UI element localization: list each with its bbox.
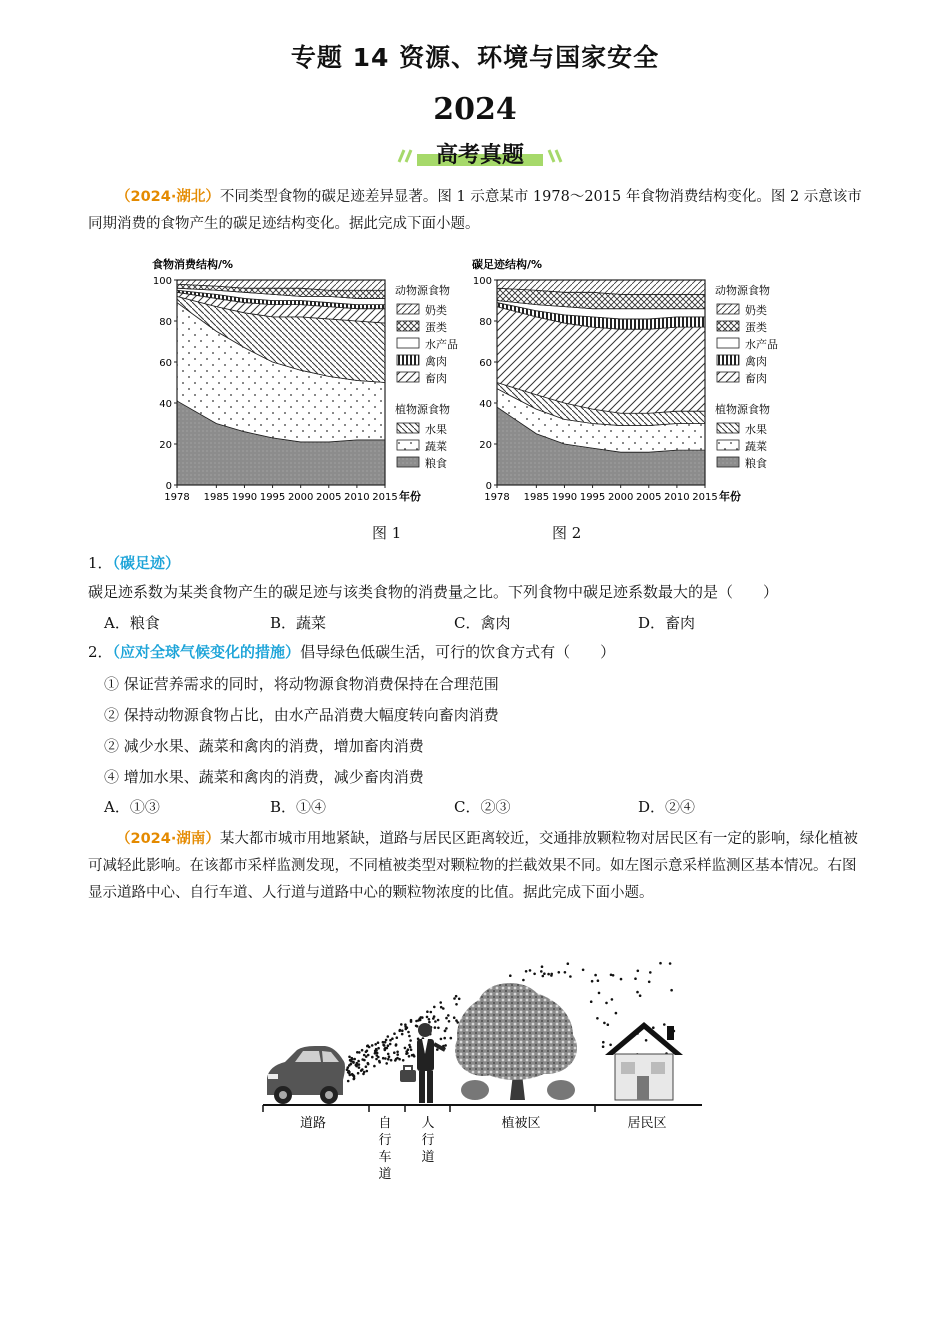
particle <box>409 1039 412 1042</box>
x-tick-label: 2005 <box>636 492 662 503</box>
particle <box>426 1016 429 1019</box>
chart-ylabel: 食物消费结构/% <box>152 258 234 271</box>
particle <box>395 1044 398 1047</box>
particle <box>401 1033 404 1036</box>
statement-1: ① 保证营养需求的同时，将动物源食物消费保持在合理范围 <box>104 675 499 693</box>
house-icon <box>605 1022 683 1100</box>
legend-swatch <box>397 355 419 365</box>
x-tick-label: 1995 <box>259 492 286 503</box>
particle <box>550 974 553 977</box>
year-heading: 2024 <box>433 92 517 127</box>
topic-tag: （应对全球气候变化的措施） <box>112 643 301 661</box>
particle <box>639 994 642 997</box>
legend-swatch <box>397 440 419 450</box>
particle <box>418 1017 421 1020</box>
particle <box>558 971 561 974</box>
y-tick-label: 100 <box>152 276 172 287</box>
particle <box>363 1071 366 1074</box>
particle <box>361 1068 364 1071</box>
particle <box>361 1049 364 1052</box>
particle <box>445 1027 448 1030</box>
x-tick-label: 1985 <box>523 492 550 503</box>
particle <box>522 979 525 982</box>
intro-paragraph-2 <box>88 826 866 907</box>
source-tag: （2024·湖北） <box>116 189 220 205</box>
particle <box>649 971 652 974</box>
particle <box>426 1010 429 1013</box>
topic-tag: （碳足迹） <box>112 554 181 572</box>
x-tick-label: 2015 <box>372 492 398 503</box>
particle <box>607 1023 610 1026</box>
intro-paragraph-1 <box>88 184 866 238</box>
particle <box>434 1026 437 1029</box>
zone-char: 行 <box>378 1133 392 1148</box>
particle <box>398 1030 401 1033</box>
legend-swatch <box>397 423 419 433</box>
particle <box>396 1051 399 1054</box>
particle <box>455 995 458 998</box>
particle <box>348 1056 351 1059</box>
x-tick-label: 2010 <box>344 492 370 503</box>
particle <box>455 1019 458 1022</box>
x-tick-label: 1978 <box>164 492 190 503</box>
particle <box>387 1053 390 1056</box>
particle <box>458 998 461 1001</box>
legend-title-animal: 动物源食物 <box>715 284 770 297</box>
question-text: 倡导绿色低碳生活，可行的饮食方式有（ ） <box>300 643 616 661</box>
particle <box>612 974 615 977</box>
legend-label: 蛋类 <box>425 321 447 334</box>
particle <box>529 969 532 972</box>
particle <box>444 1030 447 1033</box>
chart-carbon-footprint <box>470 254 800 506</box>
particle <box>670 989 673 992</box>
legend-swatch <box>397 338 419 348</box>
particle <box>415 1025 418 1028</box>
intro-text: 某大都市城市用地紧缺，道路与居民区距离较近，交通排放颗粒物对居民区有一定的影响，绿化植被可减轻此影响。在该都市采样监测发现，不同植被类型对颗粒物的拦截效果不同。如左图示意采样监测区基本情况。右图显示道路中心、自行车道、人行道与道路中心的颗粒物浓度的比值。据此完成下面小题。 <box>88 831 858 901</box>
particle <box>373 1065 376 1068</box>
sampling-diagram <box>255 950 705 1190</box>
particle <box>404 1047 407 1050</box>
particle <box>611 998 614 1001</box>
particle <box>413 1055 416 1058</box>
legend-swatch <box>717 338 739 348</box>
particle <box>382 1057 385 1060</box>
particle <box>421 1016 424 1019</box>
legend-label: 蛋类 <box>745 321 767 334</box>
particle <box>652 1026 655 1029</box>
particle <box>358 1063 361 1066</box>
chart-xlabel: 年份 <box>719 490 741 503</box>
particle <box>447 1014 450 1017</box>
y-tick-label: 0 <box>165 481 172 492</box>
particle <box>542 975 545 978</box>
particle <box>439 1001 442 1004</box>
particle <box>440 1006 443 1009</box>
particle <box>598 992 601 995</box>
zone-sidewalk <box>421 1116 434 1165</box>
zone-char: 自 <box>378 1116 392 1131</box>
particle <box>387 1044 390 1047</box>
option-a[interactable]: A．粮食 <box>104 614 160 632</box>
pedestrian-icon <box>400 1023 445 1103</box>
particle <box>375 1058 378 1061</box>
particle <box>406 1026 409 1029</box>
particle <box>374 1043 377 1046</box>
statement-2: ② 保持动物源食物占比，由水产品消费大幅度转向畜肉消费 <box>104 706 499 724</box>
particle <box>382 1041 385 1044</box>
particle <box>669 962 672 965</box>
legend-label: 畜肉 <box>425 372 447 385</box>
particle <box>389 1043 392 1046</box>
statement-4: ④ 增加水果、蔬菜和禽肉的消费，减少畜肉消费 <box>104 768 424 786</box>
particle <box>605 1002 608 1005</box>
zone-bike-lane <box>378 1116 391 1182</box>
particle <box>371 1056 374 1059</box>
particle <box>407 1031 410 1034</box>
particle <box>377 1056 380 1059</box>
question-2 <box>88 638 866 667</box>
legend-swatch <box>397 321 419 331</box>
particle <box>634 977 637 980</box>
particle <box>347 1080 350 1083</box>
particle <box>533 973 536 976</box>
particle <box>541 965 544 968</box>
chart-ylabel: 碳足迹结构/% <box>472 258 543 271</box>
question-1-options <box>104 612 844 634</box>
particle <box>363 1059 366 1062</box>
legend-title-animal: 动物源食物 <box>395 284 450 297</box>
x-tick-label: 2010 <box>664 492 690 503</box>
particle <box>357 1060 360 1063</box>
particle <box>582 969 585 972</box>
particle <box>371 1044 374 1047</box>
legend-swatch <box>717 304 739 314</box>
y-tick-label: 80 <box>479 317 492 328</box>
particle <box>401 1029 404 1032</box>
particle <box>350 1063 353 1066</box>
legend-swatch <box>717 372 739 382</box>
particle <box>384 1047 387 1050</box>
y-tick-label: 80 <box>159 317 172 328</box>
particle <box>453 1016 456 1019</box>
particle <box>443 1037 446 1040</box>
particle <box>615 1012 618 1015</box>
particle <box>378 1061 381 1064</box>
legend-label: 奶类 <box>425 304 447 317</box>
particle <box>432 1017 435 1020</box>
chart-xlabel: 年份 <box>399 490 421 503</box>
particle <box>620 978 623 981</box>
particle <box>358 1066 361 1069</box>
particle <box>391 1037 394 1040</box>
particle <box>376 1052 379 1055</box>
particle <box>405 1052 408 1055</box>
option-c[interactable]: C．禽肉 <box>454 614 511 632</box>
question-2-options <box>104 796 844 818</box>
particle <box>353 1078 356 1081</box>
particle <box>387 1035 390 1038</box>
particle <box>659 962 662 965</box>
particle <box>387 1058 390 1061</box>
option-c[interactable]: C．②③ <box>454 798 511 816</box>
particle <box>410 1049 413 1052</box>
particle <box>590 1000 593 1003</box>
y-tick-label: 60 <box>159 358 172 369</box>
particle <box>408 1044 411 1047</box>
legend-swatch <box>397 457 419 467</box>
particle <box>377 1041 380 1044</box>
badge-text: 高考真题 <box>435 143 524 168</box>
particle <box>405 1050 408 1053</box>
zone-road: 道路 <box>299 1116 327 1131</box>
particle <box>436 1048 439 1051</box>
legend-title-plant: 植物源食物 <box>395 403 450 416</box>
particle <box>636 991 639 994</box>
particle <box>609 1044 612 1047</box>
legend-swatch <box>717 440 739 450</box>
particle <box>448 1020 451 1023</box>
particle <box>408 1035 411 1038</box>
zone-vegetation: 植被区 <box>501 1116 541 1131</box>
particle <box>564 971 567 974</box>
particle <box>596 1017 599 1020</box>
y-tick-label: 0 <box>485 481 492 492</box>
y-tick-label: 100 <box>472 276 492 287</box>
zone-char: 道 <box>378 1167 392 1182</box>
question-1 <box>88 549 866 607</box>
question-text: 碳足迹系数为某类食物产生的碳足迹与该类食物的消费量之比。下列食物中碳足迹系数最大的是（ ） <box>88 583 779 601</box>
particle <box>444 1044 447 1047</box>
zone-char: 人 <box>421 1116 435 1131</box>
particle <box>382 1044 385 1047</box>
particle <box>594 974 597 977</box>
question-number: 2． <box>88 643 113 661</box>
particle <box>365 1051 368 1054</box>
particle <box>377 1047 380 1050</box>
x-tick-label: 2005 <box>316 492 342 503</box>
particle <box>445 1017 448 1020</box>
figure-2-caption: 图 2 <box>552 524 582 542</box>
x-tick-label: 1990 <box>231 492 258 503</box>
particle <box>428 1018 431 1021</box>
x-tick-label: 1985 <box>203 492 230 503</box>
particle <box>352 1074 355 1077</box>
particle <box>390 1059 393 1062</box>
option-b[interactable]: B．蔬菜 <box>270 614 327 632</box>
particle <box>366 1070 369 1073</box>
particle <box>353 1058 356 1061</box>
legend-label: 粮食 <box>425 457 447 470</box>
particle <box>352 1061 355 1064</box>
statement-3: ② 减少水果、蔬菜和禽肉的消费，增加畜肉消费 <box>104 737 424 755</box>
legend-label: 奶类 <box>745 304 767 317</box>
y-tick-label: 20 <box>159 440 172 451</box>
particle <box>433 1006 436 1009</box>
particle <box>543 972 546 975</box>
particle <box>347 1066 350 1069</box>
car-icon <box>267 1046 345 1104</box>
legend-swatch <box>397 304 419 314</box>
particle <box>374 1052 377 1055</box>
particle <box>385 1062 388 1065</box>
particle <box>437 1027 440 1030</box>
particle <box>603 1022 606 1025</box>
x-tick-label: 1990 <box>551 492 578 503</box>
particle <box>402 1059 405 1062</box>
particle <box>602 1041 605 1044</box>
particle <box>569 975 572 978</box>
legend-swatch <box>397 372 419 382</box>
legend-swatch <box>717 457 739 467</box>
legend-title-plant: 植物源食物 <box>715 403 770 416</box>
option-b[interactable]: B．①④ <box>270 798 327 816</box>
legend-label: 蔬菜 <box>745 440 767 453</box>
legend-swatch <box>717 423 739 433</box>
particle <box>440 1038 443 1041</box>
particle <box>434 1020 437 1023</box>
particle <box>428 1021 431 1024</box>
x-tick-label: 2000 <box>607 492 634 503</box>
particle <box>525 970 528 973</box>
particle <box>367 1063 370 1066</box>
legend-label: 水产品 <box>745 338 778 351</box>
particle <box>348 1071 351 1074</box>
chart-food-consumption <box>150 254 480 506</box>
legend-label: 畜肉 <box>745 372 767 385</box>
particle <box>509 974 512 977</box>
zone-char: 车 <box>378 1150 392 1165</box>
legend-label: 水产品 <box>425 338 458 351</box>
particle <box>437 1019 440 1022</box>
particle <box>430 1011 433 1014</box>
figure-1-caption: 图 1 <box>372 524 402 542</box>
particle <box>591 980 594 983</box>
tree-icon <box>455 983 577 1100</box>
page-title: 专题 14 资源、环境与国家安全 <box>290 43 660 72</box>
particle <box>396 1053 399 1056</box>
zone-char: 道 <box>421 1150 435 1165</box>
y-tick-label: 40 <box>159 399 172 410</box>
particle <box>645 1039 648 1042</box>
particle <box>637 970 640 973</box>
particle <box>385 1039 388 1042</box>
x-tick-label: 1978 <box>484 492 510 503</box>
particle <box>567 962 570 965</box>
y-tick-label: 40 <box>479 399 492 410</box>
particle <box>384 1057 387 1060</box>
particle <box>408 1055 411 1058</box>
option-a[interactable]: A．①③ <box>104 798 160 816</box>
legend-label: 禽肉 <box>745 355 767 368</box>
particle <box>400 1023 403 1026</box>
legend-label: 粮食 <box>745 457 767 470</box>
particle <box>597 979 600 982</box>
legend-label: 水果 <box>425 423 447 436</box>
particle <box>453 997 456 1000</box>
zone-residential: 居民区 <box>627 1116 667 1131</box>
legend-label: 禽肉 <box>425 355 447 368</box>
x-tick-label: 1995 <box>579 492 606 503</box>
legend-swatch <box>717 355 739 365</box>
particle <box>540 970 543 973</box>
particle <box>393 1032 396 1035</box>
legend-label: 水果 <box>745 423 767 436</box>
particle <box>395 1058 398 1061</box>
particle <box>663 1023 666 1026</box>
particle <box>356 1051 359 1054</box>
question-number: 1． <box>88 554 113 572</box>
particle <box>357 1072 360 1075</box>
particle <box>365 1065 368 1068</box>
legend-swatch <box>717 321 739 331</box>
option-d[interactable]: D．②④ <box>638 798 696 816</box>
particle <box>450 1037 453 1040</box>
intro-text: 不同类型食物的碳足迹差异显著。图 1 示意某市 1978～2015 年食物消费结构变化。图 2 示意该市同期消费的食物产生的碳足迹结构变化。据此完成下面小题。 <box>88 189 862 232</box>
particle <box>367 1044 370 1047</box>
particle <box>388 1055 391 1058</box>
particle <box>648 981 651 984</box>
zone-char: 行 <box>421 1133 435 1148</box>
legend-label: 蔬菜 <box>425 440 447 453</box>
y-tick-label: 20 <box>479 440 492 451</box>
x-tick-label: 2015 <box>692 492 718 503</box>
particle <box>547 973 550 976</box>
particle <box>396 1036 399 1039</box>
particle <box>455 1003 458 1006</box>
particle <box>410 1020 413 1023</box>
particle <box>374 1050 377 1053</box>
y-tick-label: 60 <box>479 358 492 369</box>
particle <box>349 1059 352 1062</box>
x-tick-label: 2000 <box>287 492 314 503</box>
particle <box>393 1051 396 1054</box>
option-d[interactable]: D．畜肉 <box>638 614 696 632</box>
particle <box>365 1055 368 1058</box>
source-tag: （2024·湖南） <box>116 831 220 847</box>
particle <box>602 1045 605 1048</box>
